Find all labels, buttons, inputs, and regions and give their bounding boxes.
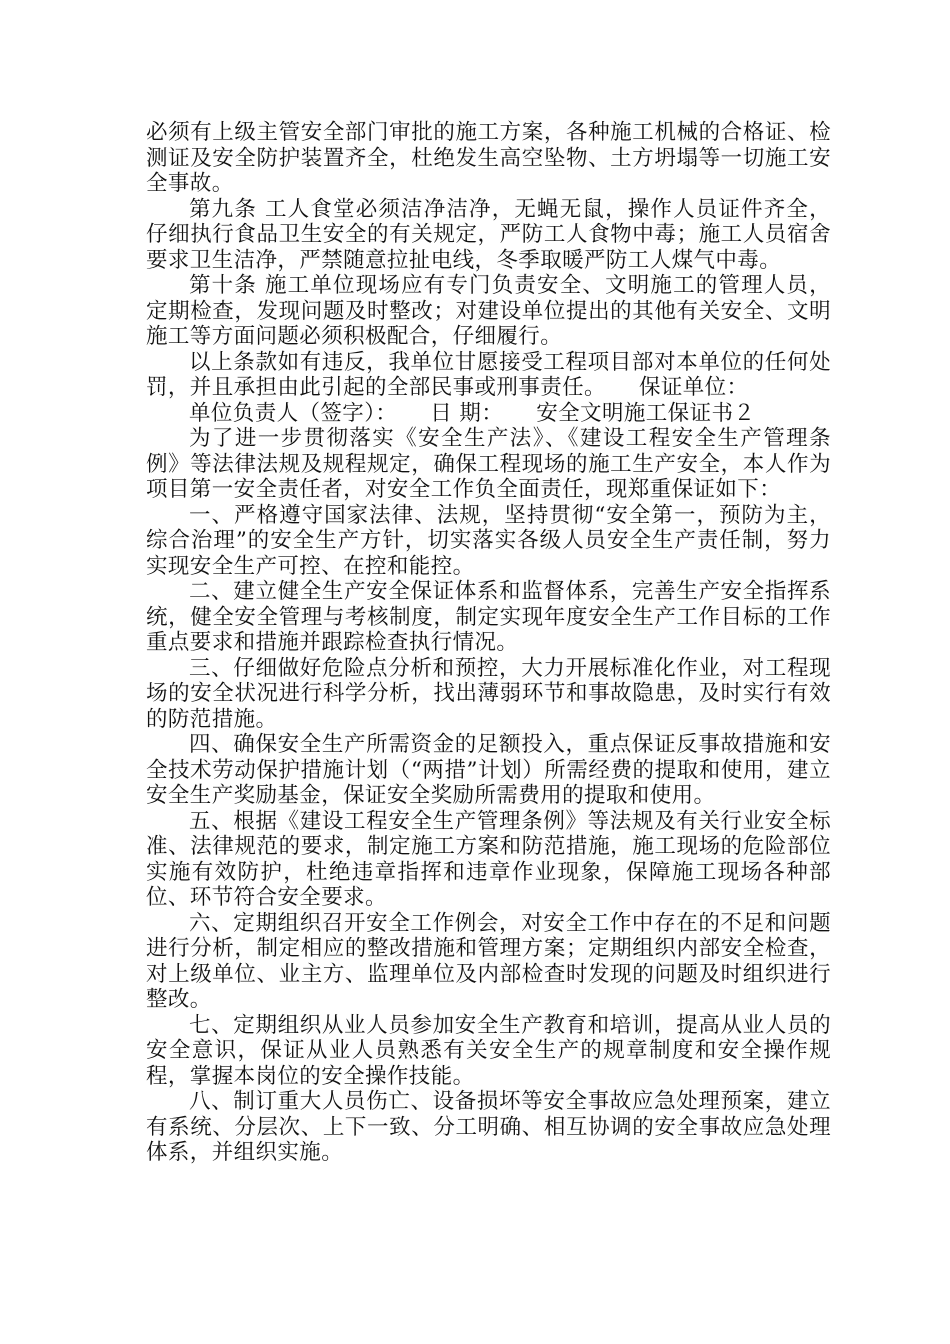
paragraph-article-9: 第九条 工人食堂必须洁净洁净，无蝇无鼠，操作人员证件齐全，仔细执行食品卫生安全的有关规定，严防工人食物中毒；施工人员宿舍要求卫生洁净，严禁随意拉扯电线，冬季取暖严防工人煤气中毒。: [146, 196, 831, 273]
paragraph-item-5: 五、根据《建设工程安全生产管理条例》等法规及有关行业安全标准、法律规范的要求，制定施工方案和防范措施，施工现场的危险部位实施有效防护，杜绝违章指挥和违章作业现象，保障施工现场各种部位、环节符合安全要求。: [146, 808, 831, 910]
paragraph-article-10: 第十条 施工单位现场应有专门负责安全、文明施工的管理人员，定期检查，发现问题及时整改；对建设单位提出的其他有关安全、文明施工等方面问题必须积极配合，仔细履行。: [146, 273, 831, 349]
paragraph-liability-statement: 以上条款如有违反，我单位甘愿接受工程项目部对本单位的任何处罚，并且承担由此引起的全部民事或刑事责任。 保证单位：: [146, 349, 831, 400]
paragraph-item-6: 六、定期组织召开安全工作例会，对安全工作中存在的不足和问题进行分析，制定相应的整改措施和管理方案；定期组织内部安全检查，对上级单位、业主方、监理单位及内部检查时发现的问题及时组织进行整改。: [146, 910, 831, 1012]
paragraph-item-7: 七、定期组织从业人员参加安全生产教育和培训，提高从业人员的安全意识，保证从业人员熟悉有关安全生产的规章制度和安全操作规程，掌握本岗位的安全操作技能。: [146, 1012, 831, 1089]
paragraph-item-2: 二、建立健全生产安全保证体系和监督体系，完善生产安全指挥系统，健全安全管理与考核制度，制定实现年度安全生产工作目标的工作重点要求和措施并跟踪检查执行情况。: [146, 579, 831, 655]
paragraph-item-1: 一、严格遵守国家法律、法规，坚持贯彻“安全第一，预防为主，综合治理”的安全生产方针，切实落实各级人员安全生产责任制，努力实现安全生产可控、在控和能控。: [146, 502, 831, 579]
paragraph-continuation: 必须有上级主管安全部门审批的施工方案，各种施工机械的合格证、检测证及安全防护装置齐全，杜绝发生高空坠物、土方坍塌等一切施工安全事故。: [146, 120, 831, 196]
document-body: [146, 120, 831, 1166]
paragraph-signature-line: 单位负责人（签字）： 日 期： 安全文明施工保证书２: [189, 400, 756, 426]
paragraph-item-8: 八、制订重大人员伤亡、设备损坏等安全事故应急处理预案，建立有系统、分层次、上下一致、分工明确、相互协调的安全事故应急处理体系，并组织实施。: [146, 1089, 831, 1165]
paragraph-item-3: 三、仔细做好危险点分析和预控，大力开展标准化作业，对工程现场的安全状况进行科学分析，找出薄弱环节和事故隐患，及时实行有效的防范措施。: [146, 655, 831, 732]
paragraph-intro: 为了进一步贯彻落实《安全生产法》、《建设工程安全生产管理条例》等法律法规及规程规定，确保工程现场的施工生产安全，本人作为项目第一安全责任者，对安全工作负全面责任，现郑重保证如下：: [146, 426, 831, 502]
paragraph-item-4: 四、确保安全生产所需资金的足额投入，重点保证反事故措施和安全技术劳动保护措施计划（“两措”计划）所需经费的提取和使用，建立安全生产奖励基金，保证安全奖励所需费用的提取和使用。: [146, 732, 831, 808]
